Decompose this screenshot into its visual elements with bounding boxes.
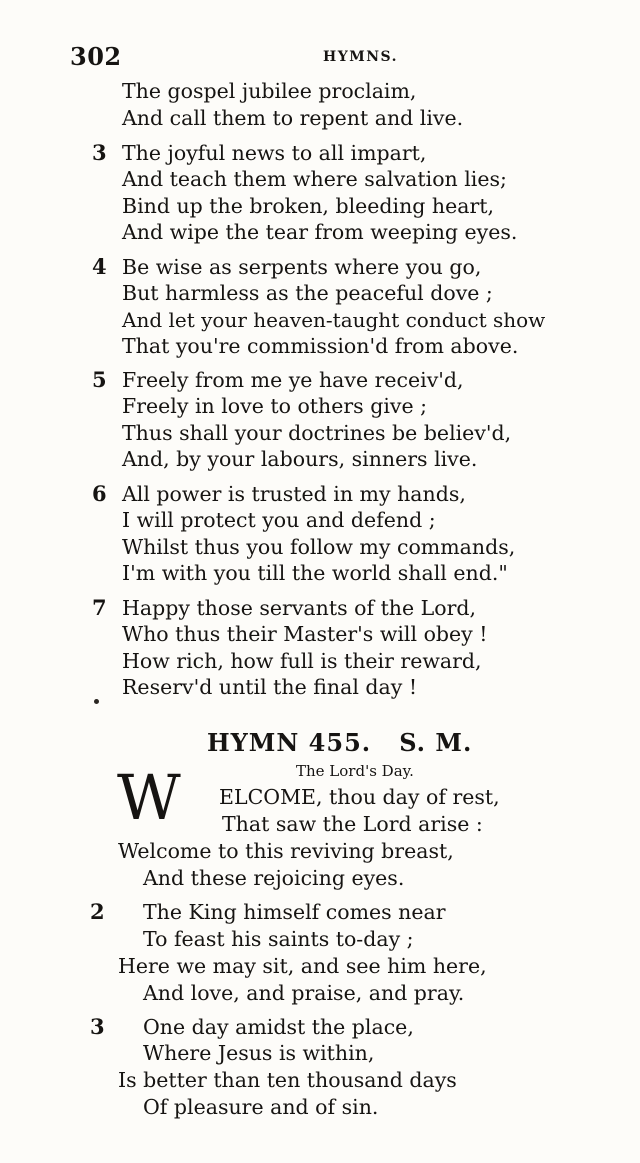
running-title: HYMNS. <box>323 49 399 65</box>
verse-line: To feast his saints to-day ; <box>143 927 414 951</box>
verse-line: Whilst thus you follow my commands, <box>122 535 516 559</box>
verse-line: Thus shall your doctrines be believ'd, <box>122 421 512 445</box>
verse-line: And, by your labours, sinners live. <box>122 447 478 471</box>
hymn-title: HYMN 455. S. M. <box>207 728 473 757</box>
verse-line: That you're commission'd from above. <box>122 334 519 358</box>
verse-line: Who thus their Master's will obey ! <box>122 622 488 646</box>
drop-cap: W <box>117 761 181 834</box>
stanza-number: 3 <box>90 1014 105 1039</box>
verse-line: Here we may sit, and see him here, <box>118 954 487 978</box>
verse-line: But harmless as the peaceful dove ; <box>122 281 493 305</box>
verse-line: And wipe the tear from weeping eyes. <box>122 220 518 244</box>
verse-line: Welcome to this reviving breast, <box>118 839 454 863</box>
verse-line: Bind up the broken, bleeding heart, <box>122 194 495 218</box>
hymn-subtitle: The Lord's Day. <box>296 762 414 780</box>
verse-line: I will protect you and defend ; <box>122 508 436 532</box>
verse-line: One day amidst the place, <box>143 1015 414 1039</box>
stanza-number: 3 <box>92 140 107 165</box>
verse-line: Be wise as serpents where you go, <box>122 255 482 279</box>
stanza-number: 6 <box>92 481 107 506</box>
verse-line: Freely in love to others give ; <box>122 394 428 418</box>
verse-line: And teach them where salvation lies; <box>122 167 507 191</box>
verse-line: And love, and praise, and pray. <box>143 981 465 1005</box>
verse-line: That saw the Lord arise : <box>222 812 483 836</box>
verse-line: Reserv'd until the final day ! <box>122 675 418 699</box>
stanza-number: 5 <box>92 367 107 392</box>
verse-line: ELCOME, thou day of rest, <box>219 785 500 809</box>
stanza-number: 2 <box>90 899 105 924</box>
stanza-number: 4 <box>92 254 107 279</box>
verse-line: And let your heaven-taught conduct show <box>122 308 546 332</box>
verse-line: I'm with you till the world shall end." <box>122 561 508 585</box>
verse-line: Happy those servants of the Lord, <box>122 596 477 620</box>
verse-line: And these rejoicing eyes. <box>143 866 405 890</box>
page-number: 302 <box>70 42 122 71</box>
verse-line: All power is trusted in my hands, <box>122 482 466 506</box>
verse-line: Where Jesus is within, <box>143 1041 375 1065</box>
verse-line: How rich, how full is their reward, <box>122 649 482 673</box>
verse-line: The King himself comes near <box>143 900 446 924</box>
verse-line: And call them to repent and live. <box>122 106 464 130</box>
stanza-number: 7 <box>92 595 107 620</box>
verse-line: Freely from me ye have receiv'd, <box>122 368 464 392</box>
verse-line: The joyful news to all impart, <box>122 141 427 165</box>
verse-line: Of pleasure and of sin. <box>143 1095 379 1119</box>
verse-line: Is better than ten thousand days <box>118 1068 457 1092</box>
print-mark <box>94 699 99 704</box>
verse-line: The gospel jubilee proclaim, <box>122 79 417 103</box>
